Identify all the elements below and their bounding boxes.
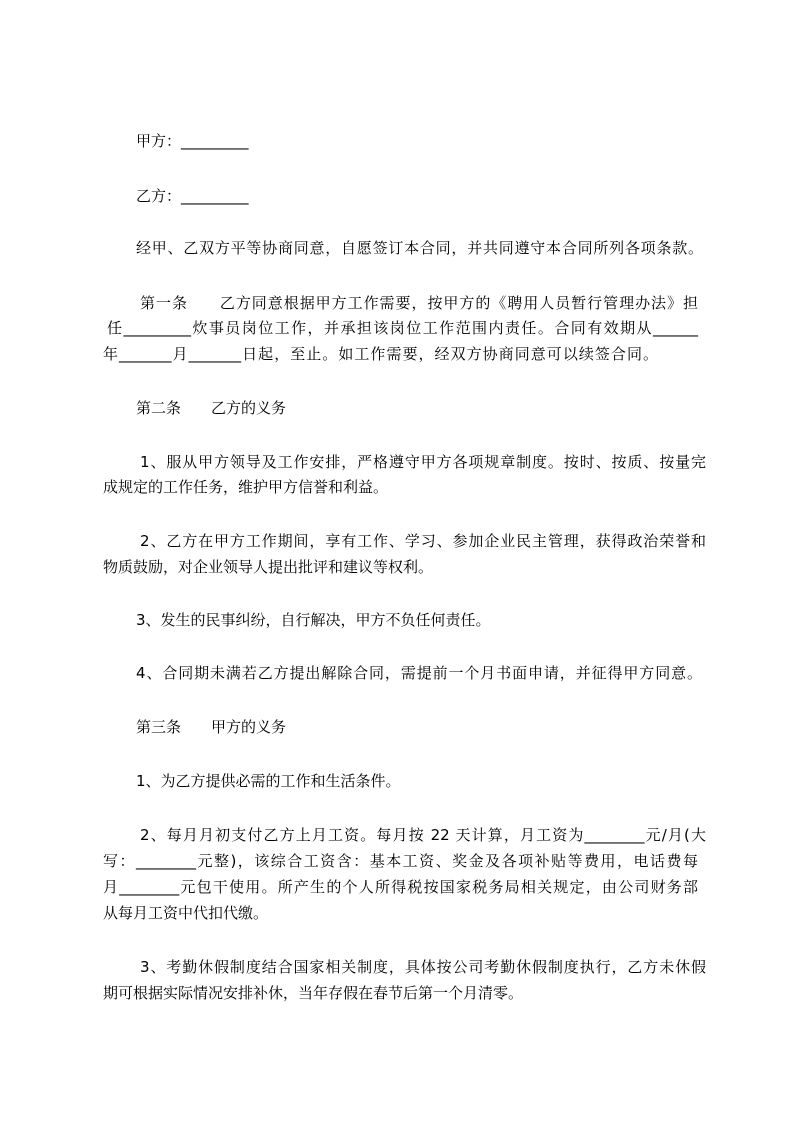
article2-item2-line1: 2、乙方在甲方工作期间，享有工作、学习、参加企业民主管理，获得政治荣誉和: [140, 532, 706, 550]
article2-heading: 第二条 乙方的义务: [136, 399, 287, 417]
party-b-line: 乙方：_________: [136, 187, 249, 205]
article2-item3: 3、发生的民事纠纷，自行解决，甲方不负任何责任。: [136, 611, 491, 629]
party-a-line: 甲方：_________: [136, 132, 249, 150]
article3-item3-line2: 期可根据实际情况安排补休，当年存假在春节后第一个月清零。: [103, 984, 524, 1002]
article1-line3: 年_______月_______日起，至止。如工作需要，经双方协商同意可以续签合同。: [103, 345, 658, 363]
article3-item2-line4: 从每月工资中代扣代缴。: [103, 904, 269, 922]
article2-item4: 4、合同期未满若乙方提出解除合同，需提前一个月书面申请，并征得甲方同意。: [136, 664, 702, 682]
article3-item2-line2: 写：________元整)，该综合工资含：基本工资、奖金及各项补贴等费用，电话费每: [103, 852, 698, 870]
article3-item2-line3: 月________元包干使用。所产生的个人所得税按国家税务局相关规定，由公司财务部: [103, 878, 698, 896]
article2-item1-line2: 成规定的工作任务，维护甲方信誉和利益。: [103, 478, 389, 496]
preamble: 经甲、乙双方平等协商同意，自愿签订本合同，并共同遵守本合同所列各项条款。: [136, 239, 703, 257]
article1-line2: 任_________炊事员岗位工作，并承担该岗位工作范围内责任。合同有效期从______: [107, 319, 698, 337]
article2-item2-line2: 物质鼓励，对企业领导人提出批评和建议等权利。: [103, 558, 434, 576]
article3-item2-line1: 2、每月月初支付乙方上月工资。每月按 22 天计算，月工资为________元/月(大: [140, 826, 706, 844]
article3-item3-line1: 3、考勤休假制度结合国家相关制度，具体按公司考勤休假制度执行，乙方未休假: [140, 958, 706, 976]
article2-item1-line1: 1、服从甲方领导及工作安排，严格遵守甲方各项规章制度。按时、按质、按量完: [140, 453, 706, 471]
article3-item1: 1、为乙方提供必需的工作和生活条件。: [136, 772, 401, 790]
article3-heading: 第三条 甲方的义务: [136, 718, 287, 736]
article1-line1: 第一条 乙方同意根据甲方工作需要，按甲方的《聘用人员暂行管理办法》担: [140, 294, 698, 312]
